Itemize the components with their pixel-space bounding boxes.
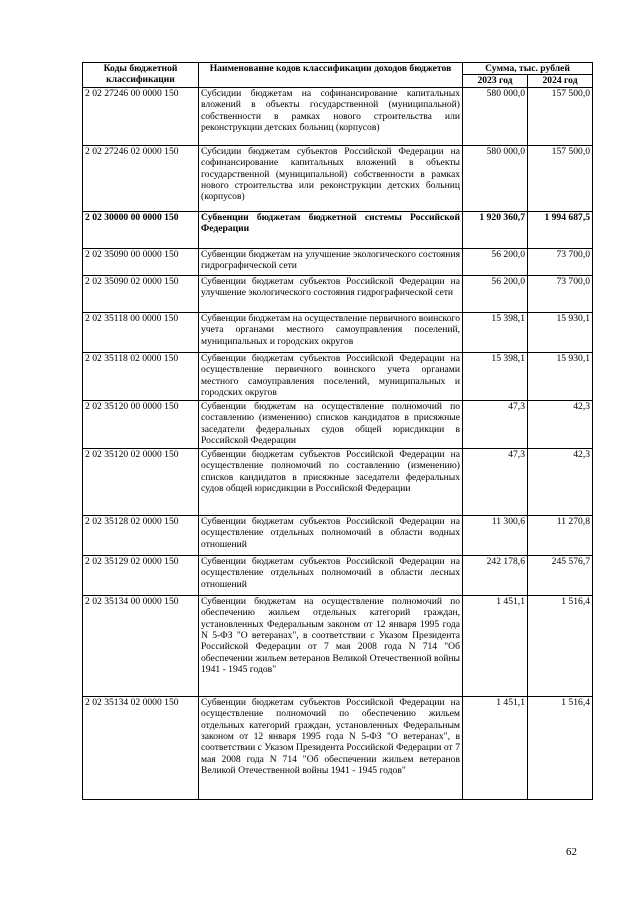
- row-code: 2 02 35134 00 0000 150: [83, 595, 199, 696]
- table-row: [83, 275, 593, 312]
- row-code: 2 02 35120 02 0000 150: [83, 448, 199, 515]
- table-row: [83, 211, 593, 248]
- row-value-2023: 1 920 360,7: [463, 211, 528, 248]
- header-year-2024: 2024 год: [528, 75, 593, 87]
- row-value-2023: 56 200,0: [463, 248, 528, 275]
- table-row: [83, 87, 593, 145]
- row-value-2024: 15 930,1: [528, 352, 593, 400]
- row-name: Субвенции бюджетам субъектов Российской Федерации на осуществление первичного воинского учета органами местного самоуправления поселений, муниципальных и городских округов: [199, 352, 463, 400]
- table-row: [83, 312, 593, 352]
- table-row: [83, 515, 593, 555]
- row-value-2024: 11 270,8: [528, 515, 593, 555]
- row-value-2024: 1 516,4: [528, 696, 593, 799]
- table-row: [83, 248, 593, 275]
- header-year-2023: 2023 год: [463, 75, 528, 87]
- row-code: 2 02 35118 00 0000 150: [83, 312, 199, 352]
- row-value-2023: 15 398,1: [463, 352, 528, 400]
- row-value-2024: 42,3: [528, 448, 593, 515]
- table-row: [83, 448, 593, 515]
- table-body: [83, 87, 593, 799]
- row-code: 2 02 35118 02 0000 150: [83, 352, 199, 400]
- row-code: 2 02 35090 00 0000 150: [83, 248, 199, 275]
- row-name: Субвенции бюджетам субъектов Российской Федерации на осуществление полномочий по составлению (изменению) списков кандидатов в присяжные заседатели федеральных судов общей юрисдикции в Российской Федерации: [199, 448, 463, 515]
- table-row: [83, 696, 593, 799]
- row-value-2024: 42,3: [528, 400, 593, 448]
- row-code: 2 02 35090 02 0000 150: [83, 275, 199, 312]
- row-name: Субвенции бюджетам на осуществление полномочий по обеспечению жильем отдельных категорий граждан, установленных Федеральным законом от 12 января 1995 года N 5-ФЗ "О ветеранах", в соответствии с Указом Президента Российской Федерации от 7 мая 2008 года N 714 "Об обеспечении жильем ветеранов Великой Отечественной войны 1941 - 1945 годов": [199, 595, 463, 696]
- row-value-2024: 1 994 687,5: [528, 211, 593, 248]
- row-name: Субсидии бюджетам на софинансирование капитальных вложений в объекты государственной (муниципальной) собственности в рамках нового строительства или реконструкции детских больниц (корпусов): [199, 87, 463, 145]
- row-code: 2 02 27246 00 0000 150: [83, 87, 199, 145]
- table-row: [83, 145, 593, 211]
- row-code: 2 02 27246 02 0000 150: [83, 145, 199, 211]
- row-value-2023: 47,3: [463, 448, 528, 515]
- table-header-row: [83, 63, 593, 75]
- row-code: 2 02 35134 02 0000 150: [83, 696, 199, 799]
- row-name: Субвенции бюджетам бюджетной системы Российской Федерации: [199, 211, 463, 248]
- row-name: Субвенции бюджетам на осуществление первичного воинского учета органами местного самоуправления поселений, муниципальных и городских округов: [199, 312, 463, 352]
- row-name: Субвенции бюджетам на улучшение экологического состояния гидрографической сети: [199, 248, 463, 275]
- header-sum: Сумма, тыс. рублей: [463, 63, 593, 75]
- row-value-2023: 56 200,0: [463, 275, 528, 312]
- header-name: Наименование кодов классификации доходов бюджетов: [199, 63, 463, 88]
- row-value-2023: 580 000,0: [463, 145, 528, 211]
- row-value-2024: 15 930,1: [528, 312, 593, 352]
- row-value-2024: 157 500,0: [528, 145, 593, 211]
- table-row: [83, 352, 593, 400]
- row-name: Субсидии бюджетам субъектов Российской Федерации на софинансирование капитальных вложений в объекты государственной (муниципальной) собственности в рамках нового строительства или реконструкции детских больниц (корпусов): [199, 145, 463, 211]
- row-value-2023: 47,3: [463, 400, 528, 448]
- row-code: 2 02 35128 02 0000 150: [83, 515, 199, 555]
- row-value-2024: 157 500,0: [528, 87, 593, 145]
- row-value-2024: 1 516,4: [528, 595, 593, 696]
- row-code: 2 02 35120 00 0000 150: [83, 400, 199, 448]
- row-name: Субвенции бюджетам субъектов Российской Федерации на осуществление отдельных полномочий в области водных отношений: [199, 515, 463, 555]
- page-number: 62: [566, 846, 577, 858]
- row-value-2023: 242 178,6: [463, 555, 528, 595]
- row-name: Субвенции бюджетам субъектов Российской Федерации на осуществление отдельных полномочий в области лесных отношений: [199, 555, 463, 595]
- row-code: 2 02 35129 02 0000 150: [83, 555, 199, 595]
- row-value-2023: 15 398,1: [463, 312, 528, 352]
- budget-table: [82, 62, 593, 800]
- row-code: 2 02 30000 00 0000 150: [83, 211, 199, 248]
- row-value-2023: 1 451,1: [463, 595, 528, 696]
- row-value-2024: 245 576,7: [528, 555, 593, 595]
- table-row: [83, 555, 593, 595]
- row-name: Субвенции бюджетам субъектов Российской Федерации на осуществление полномочий по обеспечению жильем отдельных категорий граждан, установленных Федеральным законом от 12 января 1995 года N 5-ФЗ "О ветеранах", в соответствии с Указом Президента Российской Федерации от 7 мая 2008 года N 714 "Об обеспечении жильем ветеранов Великой Отечественной войны 1941 - 1945 годов": [199, 696, 463, 799]
- row-value-2023: 11 300,6: [463, 515, 528, 555]
- row-name: Субвенции бюджетам субъектов Российской Федерации на улучшение экологического состояния гидрографической сети: [199, 275, 463, 312]
- row-value-2023: 580 000,0: [463, 87, 528, 145]
- row-value-2024: 73 700,0: [528, 275, 593, 312]
- row-name: Субвенции бюджетам на осуществление полномочий по составлению (изменению) списков кандидатов в присяжные заседатели федеральных судов общей юрисдикции в Российской Федерации: [199, 400, 463, 448]
- header-code: Коды бюджетной классификации: [83, 63, 199, 88]
- row-value-2023: 1 451,1: [463, 696, 528, 799]
- table-row: [83, 595, 593, 696]
- row-value-2024: 73 700,0: [528, 248, 593, 275]
- table-row: [83, 400, 593, 448]
